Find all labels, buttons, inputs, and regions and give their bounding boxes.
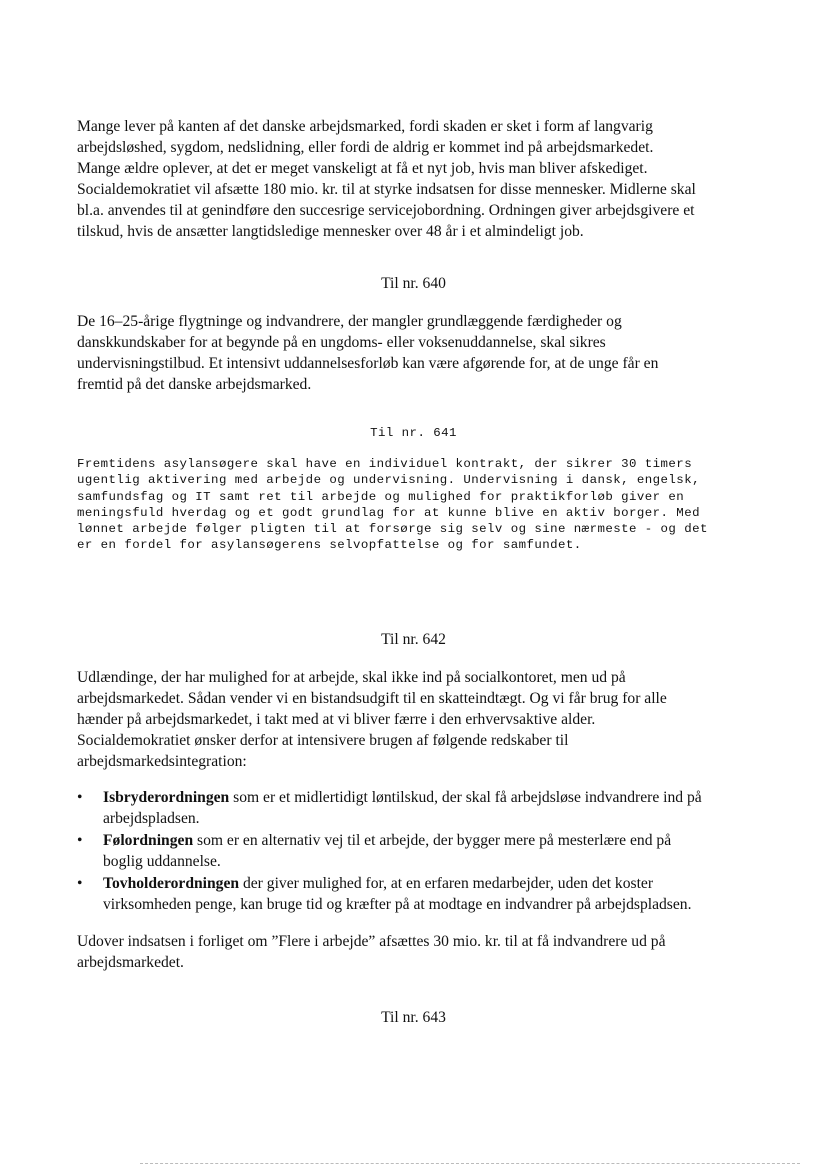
bullet-text: boglig uddannelse. <box>103 853 221 870</box>
section-642-paragraph <box>77 667 749 772</box>
text-line: meningsfuld hverdag og et godt grundlag for at kunne blive en aktiv borger. Med <box>77 505 700 520</box>
text-line: arbejdsmarkedet. Sådan vender vi en bistandsudgift til en skatteindtægt. Og vi får brug for alle <box>77 690 667 707</box>
intro-paragraph <box>77 116 749 242</box>
text-line: Fremtidens asylansøgere skal have en individuel kontrakt, der sikrer 30 timers <box>77 457 693 471</box>
text-line: De 16–25-årige flygtninge og indvandrere, der mangler grundlæggende færdigheder og <box>77 313 622 330</box>
section-641-paragraph <box>77 456 777 554</box>
bullet-icon: • <box>77 875 83 892</box>
text-line: Socialdemokratiet ønsker derfor at intensivere brugen af følgende redskaber til <box>77 732 569 749</box>
text-line: danskkundskaber for at begynde på en ungdoms- eller voksenuddannelse, skal sikres <box>77 334 606 351</box>
section-heading-641: Til nr. 641 <box>370 426 457 440</box>
footer-divider <box>140 1163 800 1165</box>
bullet-text: arbejdspladsen. <box>103 810 200 827</box>
section-heading-640: Til nr. 640 <box>381 275 446 292</box>
text-line: arbejdsmarkedet. <box>77 954 184 971</box>
section-heading-642: Til nr. 642 <box>381 631 446 648</box>
text-line: ugentlig aktivering med arbejde og undervisning. Undervisning i dansk, engelsk, <box>77 473 700 488</box>
section-heading-643: Til nr. 643 <box>381 1009 446 1026</box>
bullet-term: Isbryderordningen <box>103 789 230 806</box>
text-line: bl.a. anvendes til at genindføre den succesrige servicejobordning. Ordningen giver arbejdsgivere et <box>77 202 695 219</box>
section-640-paragraph <box>77 311 749 395</box>
text-line: arbejdsløshed, sygdom, nedslidning, eller fordi de aldrig er kommet ind på arbejdsmarkedet. <box>77 139 654 156</box>
bullet-text: som er en alternativ vej til et arbejde, der bygger mere på mesterlære end på <box>193 832 672 849</box>
text-line: arbejdsmarkedsintegration: <box>77 753 247 770</box>
text-line: Mange ældre oplever, at det er meget vanskeligt at få et nyt job, hvis man bliver afskediget. <box>77 160 648 177</box>
list-item <box>77 787 749 829</box>
bullet-text: der giver mulighed for, at en erfaren medarbejder, uden det koster <box>239 875 654 892</box>
text-line: Mange lever på kanten af det danske arbejdsmarked, fordi skaden er sket i form af langvarig <box>77 118 653 135</box>
text-line: samfundsfag og IT samt ret til arbejde og mulighed for praktikforløb giver en <box>77 489 685 504</box>
bullet-text: som er et midlertidigt løntilskud, der skal få arbejdsløse indvandrere ind på <box>229 789 702 806</box>
text-line: lønnet arbejde følger pligten til at forsørge sig selv og sine nærmeste - og det <box>77 522 708 537</box>
bullet-term: Tovholderordningen <box>103 875 240 892</box>
text-line: Udover indsatsen i forliget om ”Flere i arbejde” afsættes 30 mio. kr. til at få indvandrere ud på <box>77 933 666 950</box>
text-line: Udlændinge, der har mulighed for at arbejde, skal ikke ind på socialkontoret, men ud på <box>77 669 626 686</box>
bullet-icon: • <box>77 789 83 806</box>
text-line: undervisningstilbud. Et intensivt uddannelsesforløb kan være afgørende for, at de unge får en <box>77 355 659 372</box>
bullet-list <box>77 787 749 916</box>
text-line: hænder på arbejdsmarkedet, i takt med at vi bliver færre i den erhvervsaktive alder. <box>77 711 596 728</box>
list-item <box>77 873 749 915</box>
text-line: tilskud, hvis de ansætter langtidsledige mennesker over 48 år i et almindeligt job. <box>77 223 584 240</box>
text-line: fremtid på det danske arbejdsmarked. <box>77 376 312 393</box>
bullet-term: Følordningen <box>103 832 194 849</box>
section-642-closing <box>77 931 749 973</box>
bullet-icon: • <box>77 832 83 849</box>
text-line: er en fordel for asylansøgerens selvopfattelse og for samfundet. <box>77 538 582 553</box>
text-line: Socialdemokratiet vil afsætte 180 mio. kr. til at styrke indsatsen for disse mennesker. Midlerne skal <box>77 181 696 198</box>
list-item <box>77 830 749 872</box>
bullet-text: virksomheden penge, kan bruge tid og kræfter på at modtage en indvandrer på arbejdspladsen. <box>103 896 692 913</box>
